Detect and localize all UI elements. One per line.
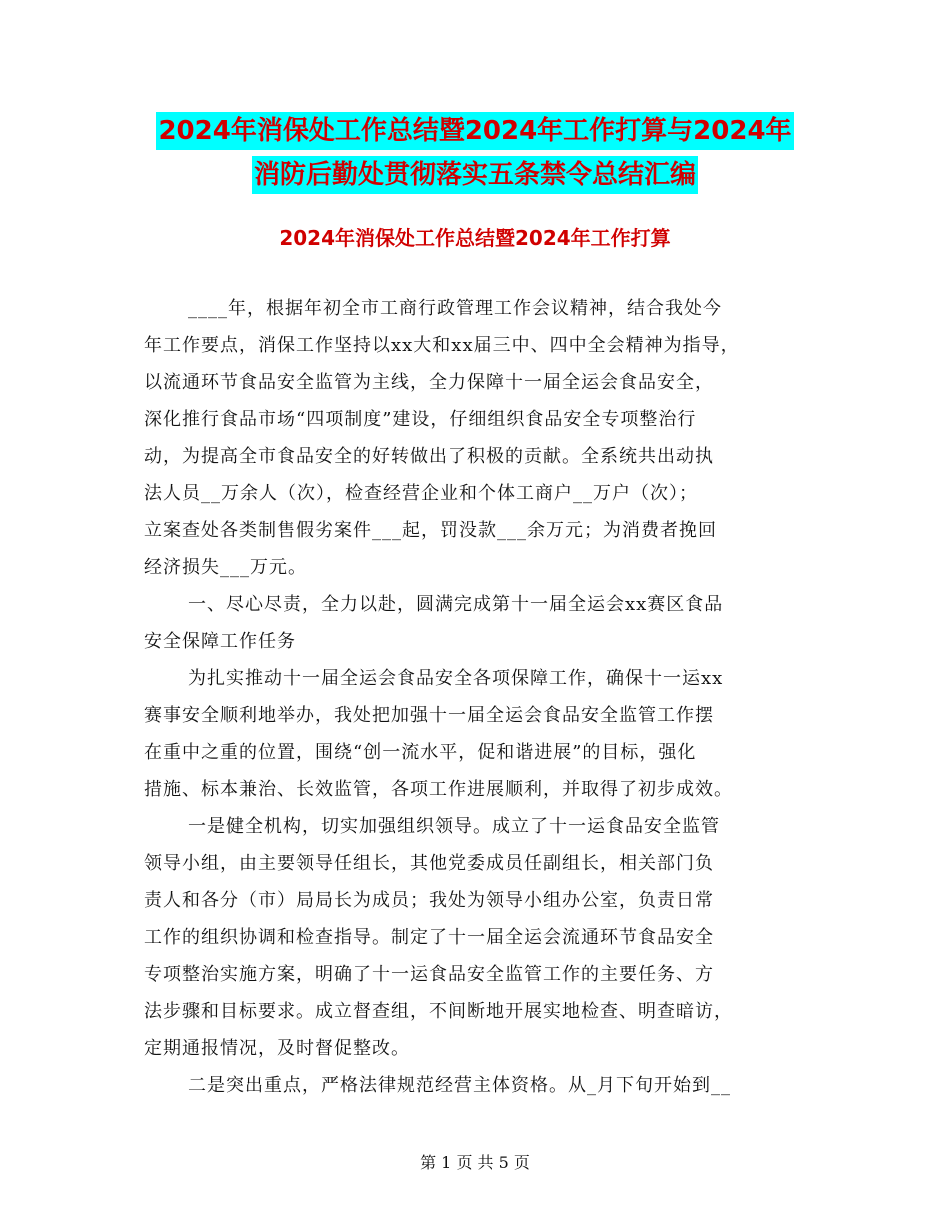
section-heading-line: 一、尽心尽责，全力以赴，圆满完成第十一届全运会xx赛区食品 [188, 594, 724, 615]
paragraph-line: ____年，根据年初全市工商行政管理工作会议精神，结合我处今 [188, 298, 722, 319]
paragraph-line: 法步骤和目标要求。成立督查组，不间断地开展实地检查、明查暗访， [144, 1001, 733, 1022]
paragraph-line: 一是健全机构，切实加强组织领导。成立了十一运食品安全监管 [188, 816, 720, 837]
page-footer: 第 1 页 共 5 页 [420, 1153, 530, 1172]
paragraph-line: 责人和各分（市）局局长为成员；我处为领导小组办公室，负责日常 [144, 890, 714, 911]
paragraph-line: 立案查处各类制售假劣案件___起，罚没款___余万元；为消费者挽回 [144, 520, 717, 541]
document-title-line-1 [0, 112, 950, 150]
paragraph-line: 为扎实推动十一届全运会食品安全各项保障工作，确保十一运xx [188, 668, 724, 689]
paragraph-line: 赛事安全顺利地举办，我处把加强十一届全运会食品安全监管工作摆 [144, 705, 714, 726]
paragraph-line: 二是突出重点，严格法律规范经营主体资格。从_月下旬开始到__ [188, 1075, 731, 1096]
paragraph-line: 动，为提高全市食品安全的好转做出了积极的贡献。全系统共出动执 [144, 446, 714, 467]
paragraph-line: 经济损失___万元。 [144, 557, 307, 578]
paragraph-line: 年工作要点，消保工作坚持以xx大和xx届三中、四中全会精神为指导， [144, 335, 740, 356]
paragraph-line: 工作的组织协调和检查指导。制定了十一届全运会流通环节食品安全 [144, 927, 714, 948]
document-title-text: 2024年消保处工作总结暨2024年工作打算与2024年 [156, 112, 793, 150]
paragraph-line: 深化推行食品市场“四项制度”建设，仔细组织食品安全专项整治行 [144, 409, 697, 430]
document-title-line-2 [0, 156, 950, 194]
paragraph-line: 专项整治实施方案，明确了十一运食品安全监管工作的主要任务、方 [144, 964, 714, 985]
document-title-text: 消防后勤处贯彻落实五条禁令总结汇编 [252, 156, 698, 194]
paragraph-line: 法人员__万余人（次），检查经营企业和个体工商户__万户（次）； [144, 483, 698, 504]
paragraph-line: 以流通环节食品安全监管为主线，全力保障十一届全运会食品安全， [144, 372, 714, 393]
paragraph-line: 领导小组，由主要领导任组长，其他党委成员任副组长，相关部门负 [144, 853, 714, 874]
section-title: 2024年消保处工作总结暨2024年工作打算 [279, 226, 671, 250]
paragraph-line: 措施、标本兼治、长效监管，各项工作进展顺利，并取得了初步成效。 [144, 779, 733, 800]
paragraph-line: 定期通报情况，及时督促整改。 [144, 1038, 410, 1059]
paragraph-line: 在重中之重的位置，围绕“创一流水平，促和谐进展”的目标，强化 [144, 742, 697, 763]
section-heading-line: 安全保障工作任务 [144, 631, 296, 652]
